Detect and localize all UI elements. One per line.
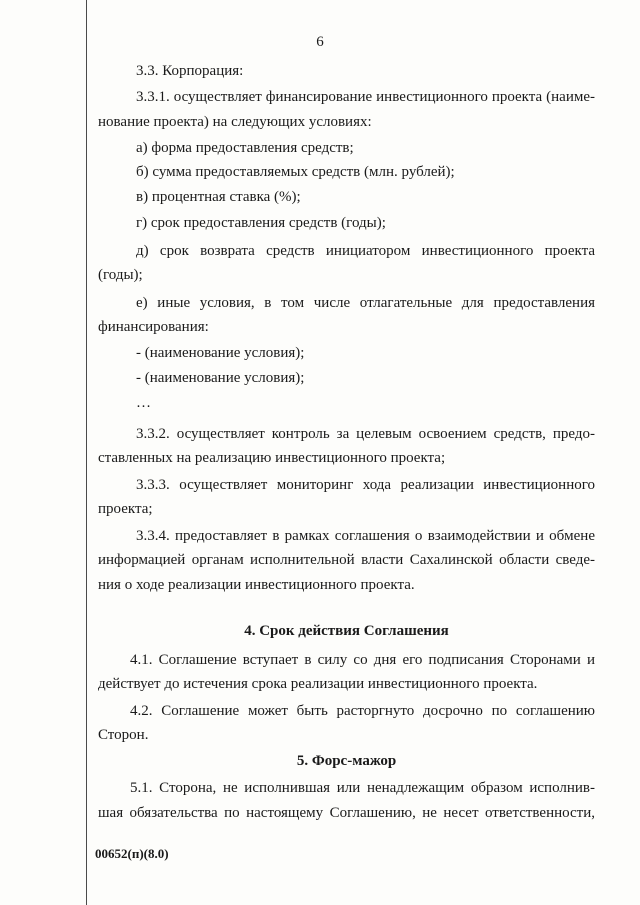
list-ellipsis: …: [136, 395, 151, 411]
clause-3-3-4-line-1: 3.3.4. предоставляет в рамках соглашения о взаимодействии и обмене: [136, 528, 595, 544]
clause-3-3-4-line-2: информацией органам исполнительной власти Сахалинской области сведе-: [98, 552, 595, 568]
condition-item-v: в) процентная ставка (%);: [136, 189, 301, 205]
condition-item-e-line-1: е) иные условия, в том числе отлагательные для предоставления: [136, 295, 595, 311]
condition-name-2: - (наименование условия);: [136, 370, 305, 386]
clause-3-3-3-line-2: проекта;: [98, 501, 153, 517]
clause-3-3-4-line-3: ния о ходе реализации инвестиционного проекта.: [98, 577, 415, 593]
condition-item-g: г) срок предоставления средств (годы);: [136, 215, 386, 231]
clause-3-3-1-line-2: нование проекта) на следующих условиях:: [98, 114, 372, 130]
condition-item-a: а) форма предоставления средств;: [136, 140, 354, 156]
clause-3-3: 3.3. Корпорация:: [136, 63, 244, 79]
left-margin-line: [86, 0, 87, 905]
clause-5-1-line-1: 5.1. Сторона, не исполнившая или ненадлежащим образом исполнив-: [130, 780, 595, 796]
condition-item-d-line-2: (годы);: [98, 267, 143, 283]
clause-4-1-line-1: 4.1. Соглашение вступает в силу со дня его подписания Сторонами и: [130, 652, 595, 668]
clause-3-3-2-line-1: 3.3.2. осуществляет контроль за целевым освоением средств, предо-: [136, 426, 595, 442]
section-4-heading: 4. Срок действия Соглашения: [244, 623, 449, 639]
section-5-heading: 5. Форс-мажор: [296, 753, 397, 769]
condition-name-1: - (наименование условия);: [136, 345, 305, 361]
page-number: 6: [316, 34, 324, 50]
clause-3-3-3-line-1: 3.3.3. осуществляет мониторинг хода реализации инвестиционного: [136, 477, 595, 493]
clause-5-1-line-2: шая обязательства по настоящему Соглашению, не несет ответственности,: [98, 805, 595, 821]
clause-3-3-1-line-1: 3.3.1. осуществляет финансирование инвестиционного проекта (наиме-: [136, 89, 595, 105]
condition-item-e-line-2: финансирования:: [98, 319, 209, 335]
condition-item-b: б) сумма предоставляемых средств (млн. рублей);: [136, 164, 455, 180]
clause-4-2-line-2: Сторон.: [98, 727, 149, 743]
clause-3-3-2-line-2: ставленных на реализацию инвестиционного проекта;: [98, 450, 446, 466]
clause-4-2-line-1: 4.2. Соглашение может быть расторгнуто досрочно по соглашению: [130, 703, 595, 719]
condition-item-d-line-1: д) срок возврата средств инициатором инвестиционного проекта: [136, 243, 595, 259]
document-code: 00652(п)(8.0): [95, 846, 169, 861]
clause-4-1-line-2: действует до истечения срока реализации инвестиционного проекта.: [98, 676, 538, 692]
